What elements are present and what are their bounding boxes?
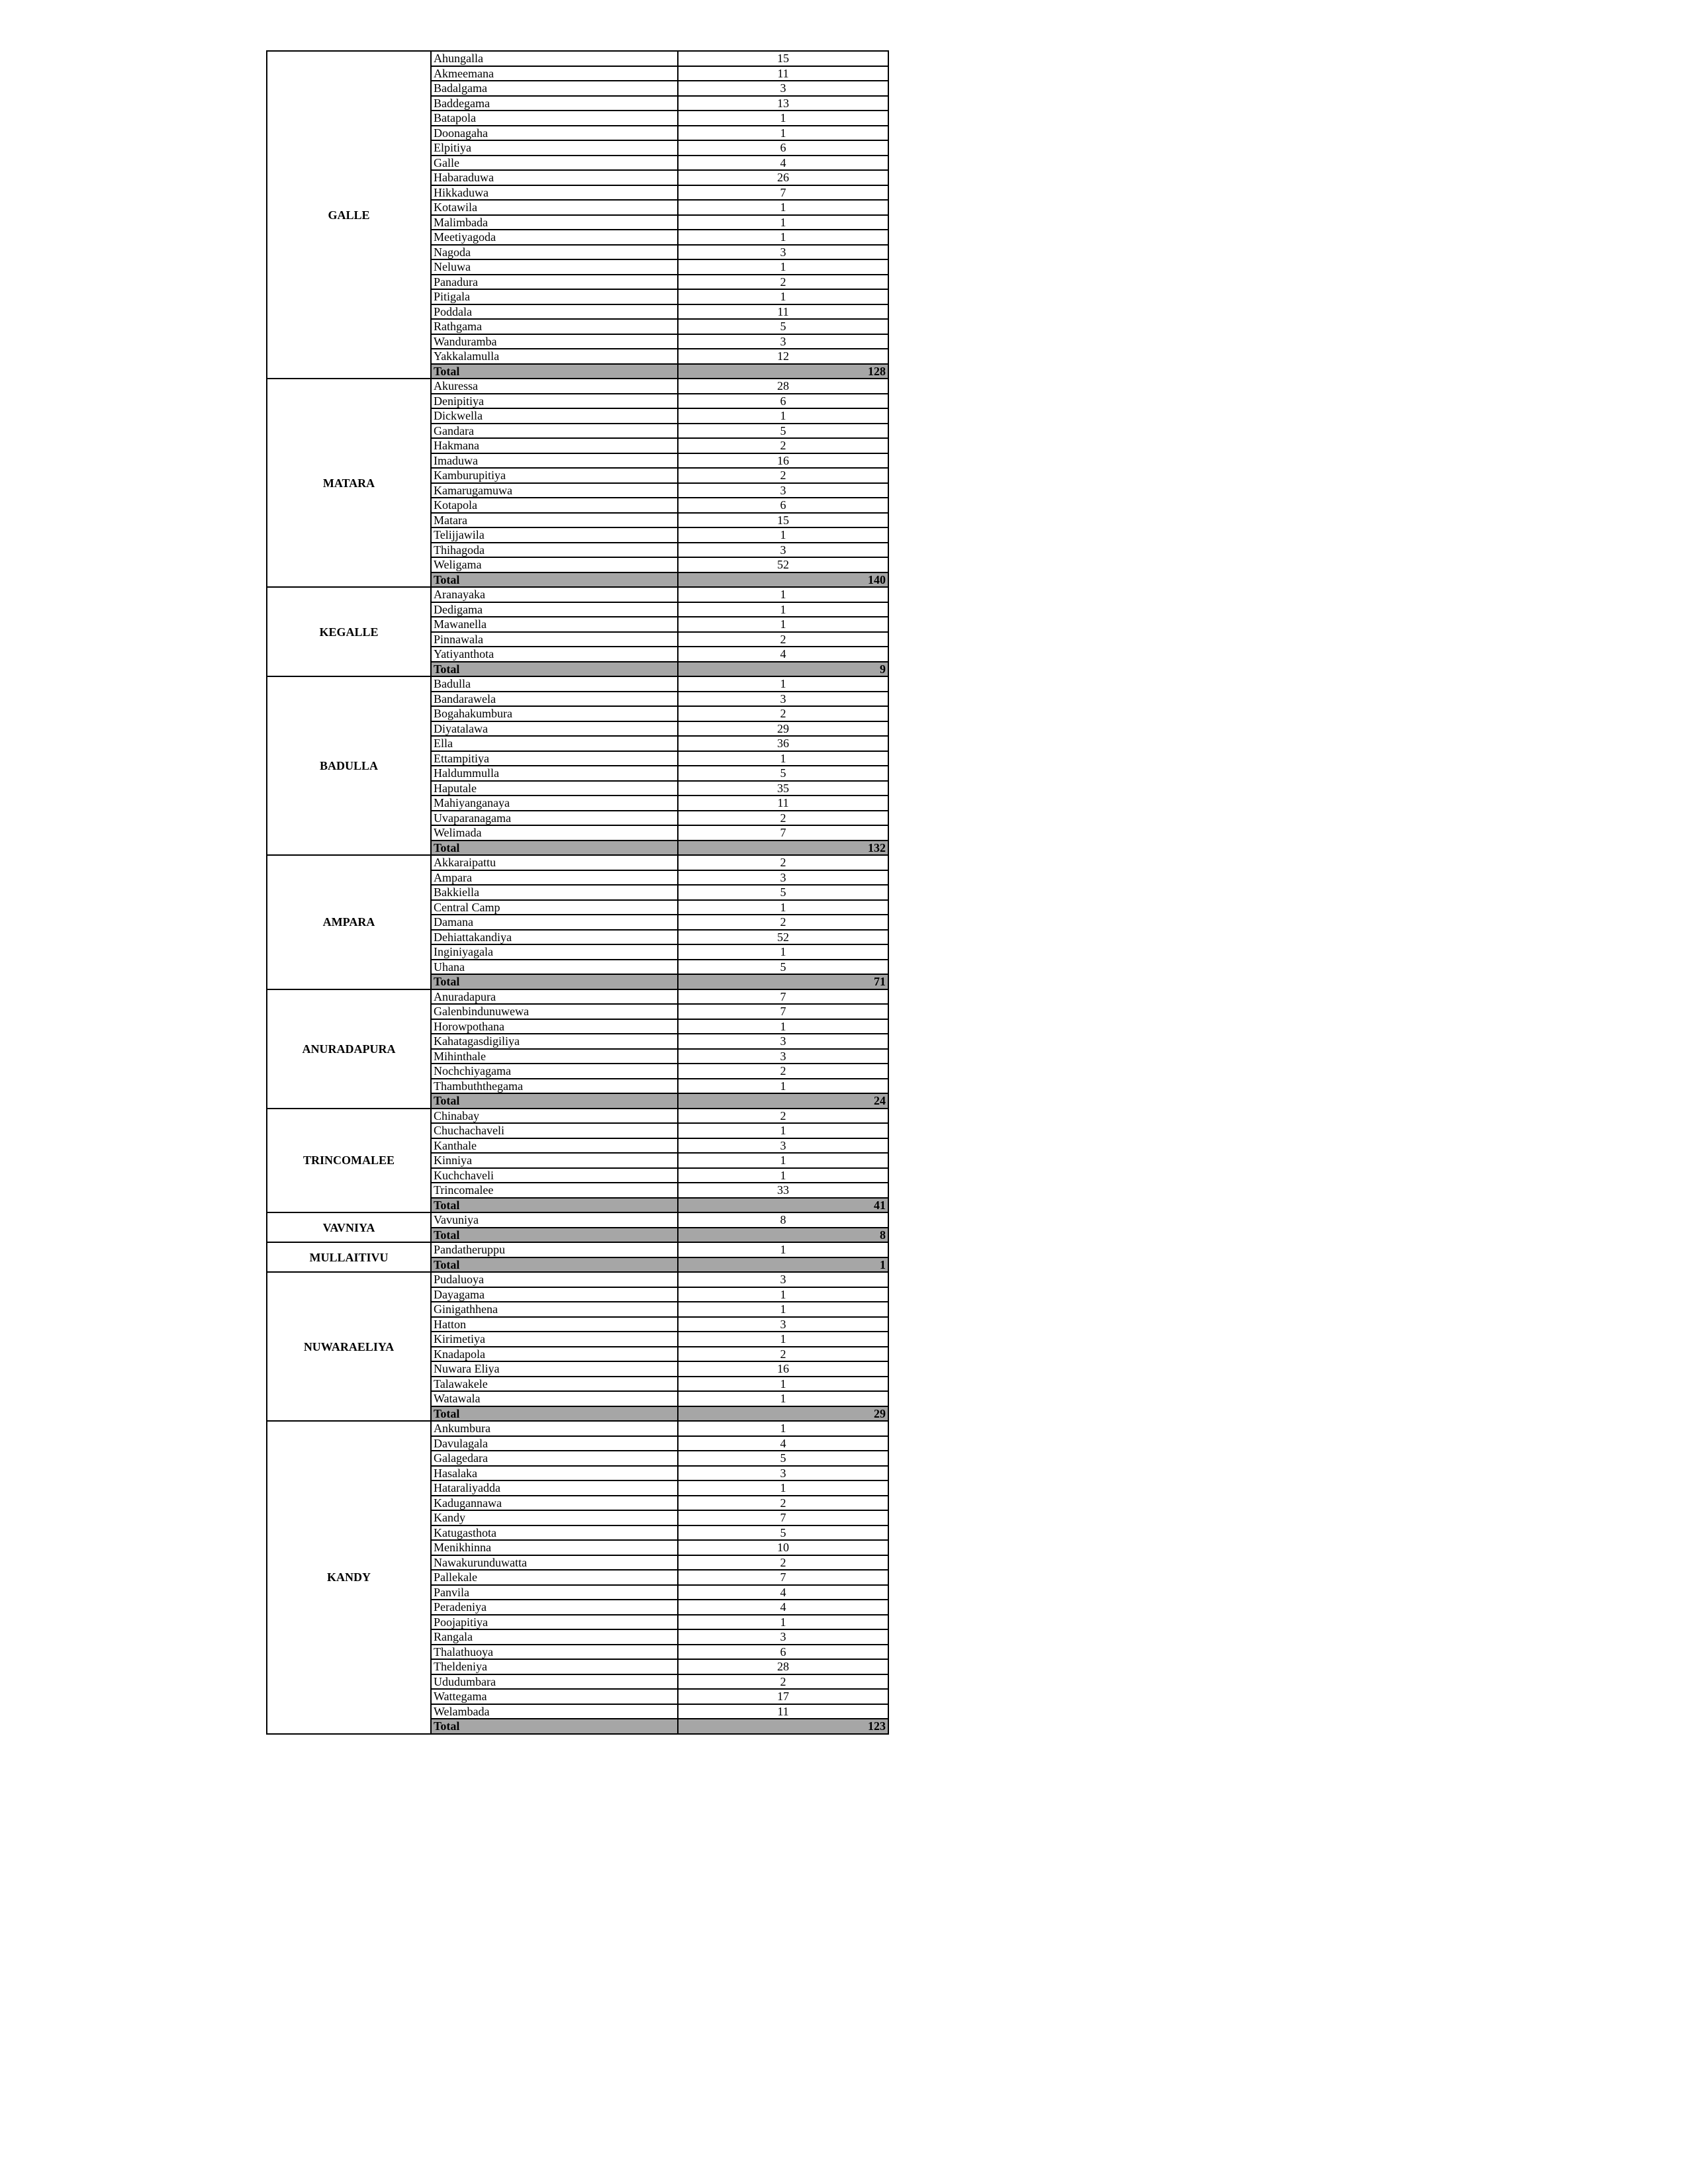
place-name: Central Camp [431,900,678,915]
table-row [267,1212,888,1228]
place-name: Imaduwa [431,453,678,469]
place-name: Kadugannawa [431,1496,678,1511]
place-count: 11 [678,66,888,81]
place-name: Hasalaka [431,1466,678,1481]
place-name: Kotapola [431,498,678,513]
total-label: Total [431,1228,678,1243]
place-name: Akkaraipattu [431,855,678,870]
place-count: 6 [678,394,888,409]
place-name: Uvaparanagama [431,811,678,826]
place-name: Dayagama [431,1287,678,1302]
district-name: MULLAITIVU [267,1242,431,1272]
table-row [267,1272,888,1287]
district-name: ANURADAPURA [267,989,431,1109]
place-count: 7 [678,989,888,1005]
place-count: 1 [678,1123,888,1138]
total-value: 1 [678,1257,888,1273]
place-name: Habaraduwa [431,170,678,185]
place-count: 3 [678,1317,888,1332]
place-count: 15 [678,513,888,528]
place-count: 1 [678,1287,888,1302]
place-count: 1 [678,944,888,960]
place-name: Katugasthota [431,1525,678,1541]
place-name: Nawakurunduwatta [431,1555,678,1570]
place-name: Hatton [431,1317,678,1332]
place-name: Menikhinna [431,1540,678,1555]
place-name: Mihinthale [431,1049,678,1064]
place-count: 2 [678,811,888,826]
place-name: Akuressa [431,379,678,394]
place-count: 7 [678,825,888,841]
total-value: 9 [678,662,888,677]
place-name: Denipitiya [431,394,678,409]
total-label: Total [431,974,678,989]
place-name: Kuchchaveli [431,1168,678,1183]
place-count: 35 [678,781,888,796]
place-count: 1 [678,602,888,617]
place-count: 3 [678,870,888,886]
place-name: Davulagala [431,1436,678,1451]
place-name: Pudaluoya [431,1272,678,1287]
place-count: 1 [678,126,888,141]
place-name: Kirimetiya [431,1332,678,1347]
place-count: 1 [678,1242,888,1257]
place-count: 1 [678,1421,888,1436]
place-name: Thalathuoya [431,1645,678,1660]
place-count: 3 [678,1138,888,1154]
place-count: 1 [678,289,888,304]
place-name: Akmeemana [431,66,678,81]
place-name: Batapola [431,111,678,126]
place-count: 1 [678,751,888,766]
place-name: Yatiyanthota [431,647,678,662]
place-count: 1 [678,587,888,602]
place-count: 16 [678,453,888,469]
place-count: 12 [678,349,888,364]
table-row [267,587,888,602]
place-count: 2 [678,706,888,721]
place-name: Gandara [431,424,678,439]
total-label: Total [431,662,678,677]
place-name: Dedigama [431,602,678,617]
place-count: 3 [678,1272,888,1287]
place-count: 1 [678,1079,888,1094]
total-value: 24 [678,1093,888,1109]
place-count: 3 [678,543,888,558]
place-name: Ginigathhena [431,1302,678,1317]
place-name: Thambuththegama [431,1079,678,1094]
table-row [267,1421,888,1436]
district-name: AMPARA [267,855,431,989]
place-name: Anuradapura [431,989,678,1005]
place-count: 1 [678,111,888,126]
place-name: Damana [431,915,678,930]
place-count: 6 [678,498,888,513]
place-count: 2 [678,438,888,453]
place-name: Talawakele [431,1377,678,1392]
place-count: 4 [678,1436,888,1451]
place-count: 2 [678,632,888,647]
place-count: 2 [678,1674,888,1690]
place-count: 3 [678,692,888,707]
place-name: Ella [431,736,678,751]
place-name: Ettampitiya [431,751,678,766]
place-count: 2 [678,915,888,930]
place-name: Inginiyagala [431,944,678,960]
total-value: 41 [678,1198,888,1213]
place-name: Kamburupitiya [431,468,678,483]
district-name: VAVNIYA [267,1212,431,1242]
place-count: 1 [678,900,888,915]
place-count: 1 [678,259,888,275]
place-name: Pandatheruppu [431,1242,678,1257]
place-count: 5 [678,319,888,334]
total-label: Total [431,1257,678,1273]
place-name: Badulla [431,676,678,692]
place-name: Welambada [431,1704,678,1719]
place-count: 1 [678,408,888,424]
place-count: 1 [678,230,888,245]
place-count: 3 [678,245,888,260]
place-count: 1 [678,676,888,692]
place-name: Meetiyagoda [431,230,678,245]
place-name: Weligama [431,557,678,572]
place-name: Peradeniya [431,1600,678,1615]
place-name: Galle [431,156,678,171]
place-count: 7 [678,1570,888,1585]
place-count: 52 [678,930,888,945]
place-count: 1 [678,1377,888,1392]
place-count: 11 [678,1704,888,1719]
place-name: Malimbada [431,215,678,230]
table-row [267,379,888,394]
place-count: 2 [678,275,888,290]
place-name: Knadapola [431,1347,678,1362]
place-count: 1 [678,1480,888,1496]
place-count: 7 [678,1510,888,1525]
place-count: 17 [678,1689,888,1704]
place-count: 28 [678,379,888,394]
place-count: 11 [678,796,888,811]
place-count: 1 [678,215,888,230]
total-label: Total [431,1093,678,1109]
place-count: 5 [678,1525,888,1541]
place-name: Trincomalee [431,1183,678,1198]
place-name: Welimada [431,825,678,841]
place-name: Rathgama [431,319,678,334]
place-count: 33 [678,1183,888,1198]
place-count: 1 [678,617,888,632]
place-name: Hakmana [431,438,678,453]
place-name: Bogahakumbura [431,706,678,721]
table-row [267,676,888,692]
total-value: 29 [678,1406,888,1422]
place-name: Chinabay [431,1109,678,1124]
place-name: Bandarawela [431,692,678,707]
place-name: Badalgama [431,81,678,96]
place-count: 7 [678,1004,888,1019]
place-count: 6 [678,140,888,156]
place-count: 3 [678,334,888,349]
district-name: NUWARAELIYA [267,1272,431,1421]
place-name: Doonagaha [431,126,678,141]
place-count: 4 [678,647,888,662]
place-count: 5 [678,424,888,439]
total-label: Total [431,1198,678,1213]
place-name: Neluwa [431,259,678,275]
table-row [267,989,888,1005]
place-name: Panadura [431,275,678,290]
place-name: Wattegama [431,1689,678,1704]
place-name: Vavuniya [431,1212,678,1228]
place-name: Thihagoda [431,543,678,558]
place-count: 13 [678,96,888,111]
place-name: Hikkaduwa [431,185,678,201]
place-name: Wanduramba [431,334,678,349]
district-table [266,50,889,1735]
place-count: 1 [678,1019,888,1034]
place-count: 2 [678,468,888,483]
district-name: BADULLA [267,676,431,855]
place-name: Nochchiyagama [431,1064,678,1079]
place-count: 2 [678,1555,888,1570]
total-label: Total [431,1719,678,1734]
place-count: 5 [678,885,888,900]
place-name: Watawala [431,1391,678,1406]
place-name: Galagedara [431,1451,678,1466]
place-name: Matara [431,513,678,528]
place-name: Kotawila [431,200,678,215]
place-count: 26 [678,170,888,185]
place-count: 4 [678,1585,888,1600]
place-name: Kahatagasdigiliya [431,1034,678,1049]
place-name: Pitigala [431,289,678,304]
total-value: 123 [678,1719,888,1734]
place-name: Diyatalawa [431,721,678,737]
place-count: 2 [678,1109,888,1124]
place-name: Nagoda [431,245,678,260]
place-count: 3 [678,1049,888,1064]
place-count: 3 [678,1629,888,1645]
total-value: 8 [678,1228,888,1243]
total-label: Total [431,1406,678,1422]
place-name: Haputale [431,781,678,796]
place-name: Ududumbara [431,1674,678,1690]
place-name: Ankumbura [431,1421,678,1436]
place-count: 28 [678,1659,888,1674]
district-name: KANDY [267,1421,431,1734]
place-name: Yakkalamulla [431,349,678,364]
place-name: Ampara [431,870,678,886]
place-count: 2 [678,1347,888,1362]
place-count: 5 [678,1451,888,1466]
place-count: 1 [678,1168,888,1183]
place-count: 4 [678,156,888,171]
place-name: Nuwara Eliya [431,1361,678,1377]
place-name: Mawanella [431,617,678,632]
place-name: Haldummulla [431,766,678,781]
place-name: Uhana [431,960,678,975]
place-name: Kanthale [431,1138,678,1154]
district-name: KEGALLE [267,587,431,676]
place-count: 4 [678,1600,888,1615]
place-count: 1 [678,527,888,543]
total-value: 71 [678,974,888,989]
place-count: 2 [678,1496,888,1511]
total-value: 132 [678,841,888,856]
place-count: 7 [678,185,888,201]
place-count: 1 [678,1302,888,1317]
place-name: Ahungalla [431,51,678,66]
place-count: 1 [678,1391,888,1406]
place-count: 52 [678,557,888,572]
place-count: 29 [678,721,888,737]
total-label: Total [431,572,678,588]
place-name: Hataraliyadda [431,1480,678,1496]
place-count: 8 [678,1212,888,1228]
place-count: 6 [678,1645,888,1660]
place-name: Rangala [431,1629,678,1645]
place-name: Kandy [431,1510,678,1525]
total-value: 128 [678,364,888,379]
place-count: 10 [678,1540,888,1555]
place-count: 2 [678,855,888,870]
place-name: Mahiyanganaya [431,796,678,811]
district-name: GALLE [267,51,431,379]
table-body [267,51,888,1734]
total-value: 140 [678,572,888,588]
place-name: Bakkiella [431,885,678,900]
district-name: MATARA [267,379,431,587]
place-name: Baddegama [431,96,678,111]
place-name: Panvila [431,1585,678,1600]
place-name: Elpitiya [431,140,678,156]
table-row [267,855,888,870]
place-count: 5 [678,960,888,975]
place-count: 16 [678,1361,888,1377]
place-name: Horowpothana [431,1019,678,1034]
place-count: 1 [678,1153,888,1168]
place-name: Pinnawala [431,632,678,647]
district-name: TRINCOMALEE [267,1109,431,1213]
place-name: Pallekale [431,1570,678,1585]
place-count: 3 [678,81,888,96]
place-count: 3 [678,1034,888,1049]
place-count: 1 [678,1615,888,1630]
place-count: 1 [678,1332,888,1347]
table-row [267,51,888,66]
place-name: Kinniya [431,1153,678,1168]
place-name: Poddala [431,304,678,320]
place-count: 1 [678,200,888,215]
place-name: Dehiattakandiya [431,930,678,945]
place-name: Aranayaka [431,587,678,602]
place-count: 11 [678,304,888,320]
place-name: Telijjawila [431,527,678,543]
place-name: Chuchachaveli [431,1123,678,1138]
total-label: Total [431,841,678,856]
place-name: Dickwella [431,408,678,424]
place-name: Theldeniya [431,1659,678,1674]
place-count: 3 [678,483,888,498]
place-count: 15 [678,51,888,66]
place-name: Kamarugamuwa [431,483,678,498]
place-count: 2 [678,1064,888,1079]
place-count: 3 [678,1466,888,1481]
place-name: Galenbindunuwewa [431,1004,678,1019]
place-count: 36 [678,736,888,751]
table-row [267,1109,888,1124]
total-label: Total [431,364,678,379]
place-count: 5 [678,766,888,781]
table-row [267,1242,888,1257]
place-name: Poojapitiya [431,1615,678,1630]
